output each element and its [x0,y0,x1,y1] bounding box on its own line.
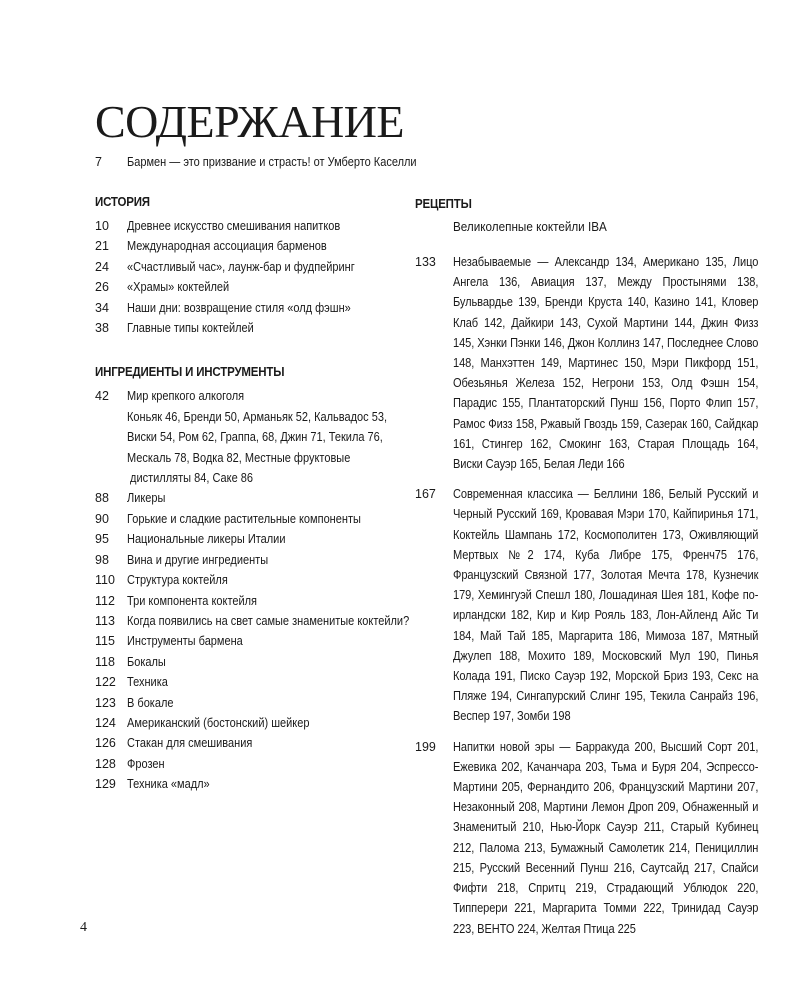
entry-title: Международная ассоциация барменов [127,239,327,254]
entry-title: Вина и другие ингредиенты [127,552,269,567]
toc-entry [95,236,415,256]
page-ref: 128 [95,756,116,771]
entry-title: Техника [127,675,168,690]
entry-title: Горькие и сладкие растительные компоненты [127,511,361,526]
page-ref: 21 [95,239,109,254]
entry-title: Стакан для смешивания [127,736,253,751]
recipe-list-text: Напитки новой эры — Барракуда 200, Высший Сорт 201, Ежевика 202, Качанчара 203, Тьма и Буря 204, Эспрессо-Мартини 205, Фернандито 206, Французский Мартини 207, Незаконный 208, Мартини Лемон Дроп 209, Обнаженный и Знаменитый 210, Нью-Йорк Сауэр 211, Старый Кубинец 212, Палома 213, Бумажный Самолетик 214, Пенициллин 215, Русский Весенний Пунш 216, Саутсайд 217, Спайси Фифти 218, Спритц 219, Страдающий Ублюдок 220, Типперери 221, Маргарита Томми 222, Тринидад Сауэр 223, ВЕНТО 224, Желтая Птица 225 [453,739,759,936]
toc-entry [95,611,415,631]
entry-title: Древнее искусство смешивания напитков [127,219,341,233]
entry-title: Американский (бостонский) шейкер [127,715,310,730]
toc-entry [95,216,415,236]
page-ref: 115 [95,634,115,649]
toc-entry [95,570,415,590]
ingredients-list [95,488,415,794]
entry-title: «Счастливый час», лаунж-бар и фудпейринг [127,259,355,274]
page-ref: 10 [95,219,109,233]
page-ref: 98 [95,552,109,567]
page-ref: 118 [95,654,115,669]
page-ref: 90 [95,511,109,526]
page-ref: 126 [95,736,116,751]
toc-entry [95,277,415,297]
entry-title: В бокале [127,695,174,710]
page-ref: 42 [95,389,109,404]
recipe-list-text: Современная классика — Беллини 186, Белый Русский и Черный Русский 169, Кровавая Мэри 170, Кайпиринья 171, Коктейль Шампань 172, Космополитен 173, Оживляющий Мертвых №2 174, Куба Либре 175, Френч75 176, Французский Связной 177, Золотая Мечта 178, Кузнечик 179, Хемингуэй Спешл 180, Лошадиная Шея 181, Кофе по-ирландски 182, Кир и Кир Рояль 183, Лон-Айленд Айс Ти 184, Май Тай 185, Маргарита 186, Мимоза 187, Мятный Джулеп 188, Мохито 189, Московский Мул 190, Пинья Колада 191, Писко Сауэр 192, Морской Бриз 193, Секс на Пляже 194, Сингапурский Слинг 195, Текила Санрайз 196, Веспер 197, Зомби 198 [453,487,759,724]
recipe-block [415,737,760,939]
section-heading-history: ИСТОРИЯ [95,195,150,209]
page-ref: 124 [95,715,116,730]
page-ref: 26 [95,280,109,295]
page-ref: 113 [95,613,115,628]
toc-entry [95,631,415,651]
intro-entry [95,152,425,172]
section-heading-ingredients: ИНГРЕДИЕНТЫ И ИНСТРУМЕНТЫ [95,365,285,380]
entry-title: Когда появились на свет самые знаменитые коктейли? [127,613,410,628]
toc-entry [95,318,415,338]
toc-entry [95,693,415,713]
sub-entry-line: Виски 54, Ром 62, Граппа, 68, Джин 71, Текила 76, [127,430,383,445]
toc-entry [95,754,415,774]
toc-entry [95,529,415,549]
toc-entry [95,550,415,570]
toc-entry [95,488,415,508]
page-ref: 24 [95,259,109,274]
page-ref: 95 [95,532,109,547]
toc-entry [95,386,415,406]
toc-entry [95,509,415,529]
right-column [415,196,760,939]
page-ref: 112 [95,593,115,608]
entry-title: Главные типы коктейлей [127,321,254,336]
sub-entry-line: Мескаль 78, Водка 82, Местные фруктовые [127,450,351,465]
entry-title: Бармен — это призвание и страсть! от Умберто Каселли [127,155,417,169]
page-ref: 122 [95,675,116,690]
page-number: 4 [80,920,87,935]
toc-entry [95,257,415,277]
recipes-subheading: Великолепные коктейли IBA [453,219,607,234]
section-heading-recipes: РЕЦЕПТЫ [415,197,472,211]
toc-entry [95,652,415,672]
entry-title: «Храмы» коктейлей [127,280,230,295]
entry-title: Три компонента коктейля [127,593,258,608]
entry-title: Структура коктейля [127,573,228,588]
toc-entry [95,672,415,692]
page-title: СОДЕРЖАНИЕ [95,96,405,147]
toc-entry [95,713,415,733]
recipe-block [415,484,760,726]
sub-entry-line: дистилляты 84, Саке 86 [127,471,253,486]
toc-entry [95,591,415,611]
entry-title: Национальные ликеры Италии [127,532,286,547]
entry-title: Наши дни: возвращение стиля «олд фэшн» [127,300,351,315]
entry-title: Техника «мадл» [127,777,210,792]
page-ref: 123 [95,695,116,710]
page-ref: 38 [95,321,109,336]
recipe-list-text: Незабываемые — Александр 134, Американо 135, Лицо Ангела 136, Авиация 137, Между Простынями 138, Бульвардье 139, Бренди Круста 140, Казино 141, Кловер Клаб 142, Дайкири 143, Сухой Мартини 144, Джин Физз 145, Хэнки Пэнки 146, Джон Коллинз 147, Последнее Слово 148, Манхэттен 149, Мартинес 150, Мэри Пикфорд 151, Обезьянья Железа 152, Негрони 153, Олд Фэшн 154, Парадис 155, Плантаторский Пунш 156, Порто Флип 157, Рамос Физз 158, Ржавый Гвоздь 159, Сазерак 160, Сайдкар 161, Стингер 162, Смокинг 163, Старая Площадь 164, Виски Сауэр 165, Белая Леди 166 [453,255,759,472]
left-column [95,194,415,795]
toc-entry [95,733,415,753]
sub-entry-line: Коньяк 46, Бренди 50, Арманьяк 52, Кальвадос 53, [127,409,388,424]
page-ref: 133 [415,255,436,269]
toc-entry [95,298,415,318]
page-ref: 110 [95,573,115,588]
recipes-list [415,252,760,939]
page-ref: 129 [95,777,116,792]
entry-title: Мир крепкого алкоголя [127,389,245,404]
entry-title: Ликеры [127,491,166,506]
toc-entry [95,774,415,794]
page-ref: 167 [415,487,436,502]
recipe-block [415,252,760,474]
history-list [95,216,415,338]
page-ref: 7 [95,155,102,169]
page-ref: 199 [415,739,436,754]
entry-title: Фрозен [127,756,165,771]
page-ref: 88 [95,491,109,506]
page-ref: 34 [95,300,109,315]
entry-title: Бокалы [127,654,166,669]
entry-title: Инструменты бармена [127,634,243,649]
